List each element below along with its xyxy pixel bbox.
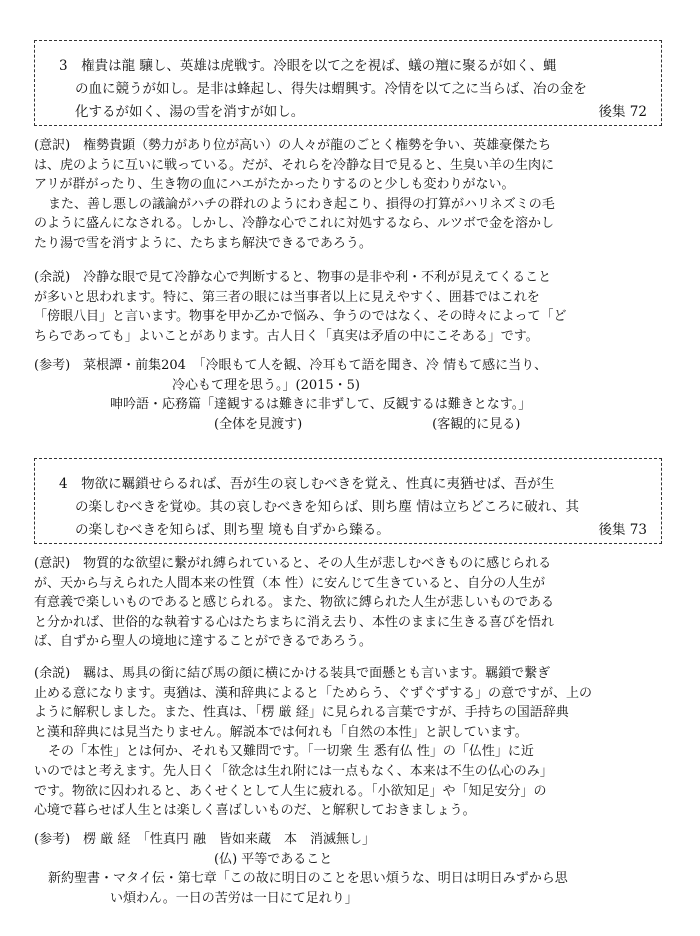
- passage-line: 4 物欲に羈鎖せらるれば、吾が生の哀しむべきを覚え、性真に夷猶せば、吾が生: [59, 476, 555, 492]
- meaning-section-3: [34, 136, 670, 254]
- text-line: ば、自ずから聖人の境地に達することができるであろう。: [34, 634, 372, 650]
- passage-line: の血に競うが如し。是非は蜂起し、得失は蝟興す。冷情を以て之に当らば、冶の金を: [75, 81, 587, 97]
- text-line: ちらであっても」よいことがあります。古人日く「真実は矛盾の中にこそある」です。: [34, 328, 539, 344]
- passage-line: [59, 101, 647, 124]
- passage-last-line: 化するが如く、湯の雪を消すが如し。: [75, 104, 305, 120]
- text-line: (参考) 楞 厳 経 「性真円 融 皆如来蔵 本 消滅無し」: [34, 832, 376, 847]
- reference-section-4: [34, 830, 670, 908]
- reference-notes: [34, 415, 670, 435]
- text-line: 心境で暮らせば人生とは楽しく喜ばしいものだ、と解釈しておきましょう。: [34, 803, 476, 819]
- passage-line: [59, 519, 647, 542]
- text-line: い煩わん。一日の苦労は一日にて足れり」: [110, 890, 358, 906]
- passage-line: 3 権貴は龍 驤し、英雄は虎戦す。冷眼を以て之を視ば、蟻の羶に聚るが如く、蝿: [59, 58, 557, 74]
- passage-source: 後集 72: [598, 104, 647, 120]
- meaning-section-4: [34, 554, 670, 652]
- text-line: ように解釈しました。また、性真は、「楞 厳 経」に見られる言葉ですが、手持ちの国語辞典: [34, 705, 569, 721]
- reference-section-3: [34, 356, 670, 434]
- comment-section-4: [34, 664, 670, 821]
- text-line: (意訳) 物質的な欲望に繋がれ縛られていると、その人生が悲しむべきものに感じられる: [34, 556, 552, 571]
- text-line: アリが群がったり、生き物の血にハエがたかったりするのと少しも変わりがない。: [34, 177, 515, 193]
- text-line: いのではと考えます。先人日く「欲念は生れ附には一点もなく、本来は不生の仏心のみ」: [34, 763, 553, 779]
- comment-section-3: [34, 268, 670, 346]
- text-line: 「傍眼八目」と言います。物事を甲か乙かで悩み、争うのではなく、その時々によって「ど: [34, 309, 567, 325]
- text-line: 止める意になります。夷猶は、漢和辞典によると「ためらう、ぐずぐずする」の意ですが、上の: [34, 685, 592, 701]
- text-line: 呻吟語・応務篇「達観するは難きに非ずして、反観するは難きとなす。」: [110, 397, 532, 413]
- passage-source: 後集 73: [598, 522, 647, 538]
- text-line: (余説) 羈は、馬具の銜に結び馬の顔に横にかける装具で面懸とも言います。羈鎖で繋ぎ: [34, 666, 551, 681]
- note-objective: (客観的に見る): [432, 416, 521, 432]
- text-line: と漢和辞典には見当たりません。解説本では何れも「自然の本性」と訳しています。: [34, 724, 528, 740]
- text-line: また、善し悪しの議論がハチの群れのようにわき起こり、損得の打算がハリネズミの毛: [48, 196, 555, 212]
- text-line: (余説) 冷静な眼で見て冷静な心で判断すると、物事の是非や利・不利が見えてくること: [34, 270, 552, 285]
- text-line: と分かれば、世俗的な執着する心はたちまちに消え去り、本性のままに生きる喜びを悟れ: [34, 614, 555, 630]
- text-line: 冷心もて理を思う。」(2015・5): [172, 377, 360, 393]
- text-line: (仏) 平等であること: [214, 851, 333, 867]
- text-line: (意訳) 権勢貴顕（勢力があり位が高い）の人々が龍のごとく権勢を争い、英雄豪傑たち: [34, 138, 552, 153]
- text-line: その「本性」とは何か、それも又難問です。「一切衆 生 悉有仏 性」の「仏性」に近: [48, 744, 534, 760]
- passage-line: の楽しむべきを覚ゆ。其の哀しむべきを知らば、則ち塵 情は立ちどころに破れ、其: [75, 499, 580, 515]
- text-line: が多いと思われます。特に、第三者の眼には当事者以上に見えやすく、囲碁ではこれを: [34, 289, 540, 305]
- text-line: です。物欲に囚われると、あくせくとして人生に疲れる。「小欲知足」や「知足安分」の: [34, 783, 547, 799]
- passage-box-4: [34, 458, 662, 544]
- text-line: は、虎のように互いに戦っている。だが、それらを冷静な目で見ると、生臭い羊の生肉に: [34, 157, 555, 173]
- passage-last-line: の楽しむべきを知らば、則ち聖 境も自ずから臻る。: [75, 522, 390, 538]
- text-line: 新約聖書・マタイ伝・第七章「この故に明日のことを思い煩うな、明日は明日みずから思: [48, 871, 568, 887]
- text-line: たり湯で雪を消すように、たちまち解決できるであろう。: [34, 235, 372, 251]
- text-line: (参考) 菜根譚・前集204 「冷眼もて人を観、冷耳もて語を聞き、冷 情もて感に当り、: [34, 358, 548, 373]
- passage-box-3: [34, 40, 662, 126]
- text-line: のように盛んになされる。しかし、冷静な心でこれに対処するなら、ルツボで金を溶かし: [34, 216, 555, 232]
- text-line: が、天から与えられた人間本来の性質（本 性）に安んじて生きていると、自分の人生が: [34, 575, 546, 591]
- text-line: 有意義で楽しいものであると感じられる。また、物欲に縛られた人生が悲しいものである: [34, 595, 555, 611]
- note-overall: (全体を見渡す): [214, 416, 303, 432]
